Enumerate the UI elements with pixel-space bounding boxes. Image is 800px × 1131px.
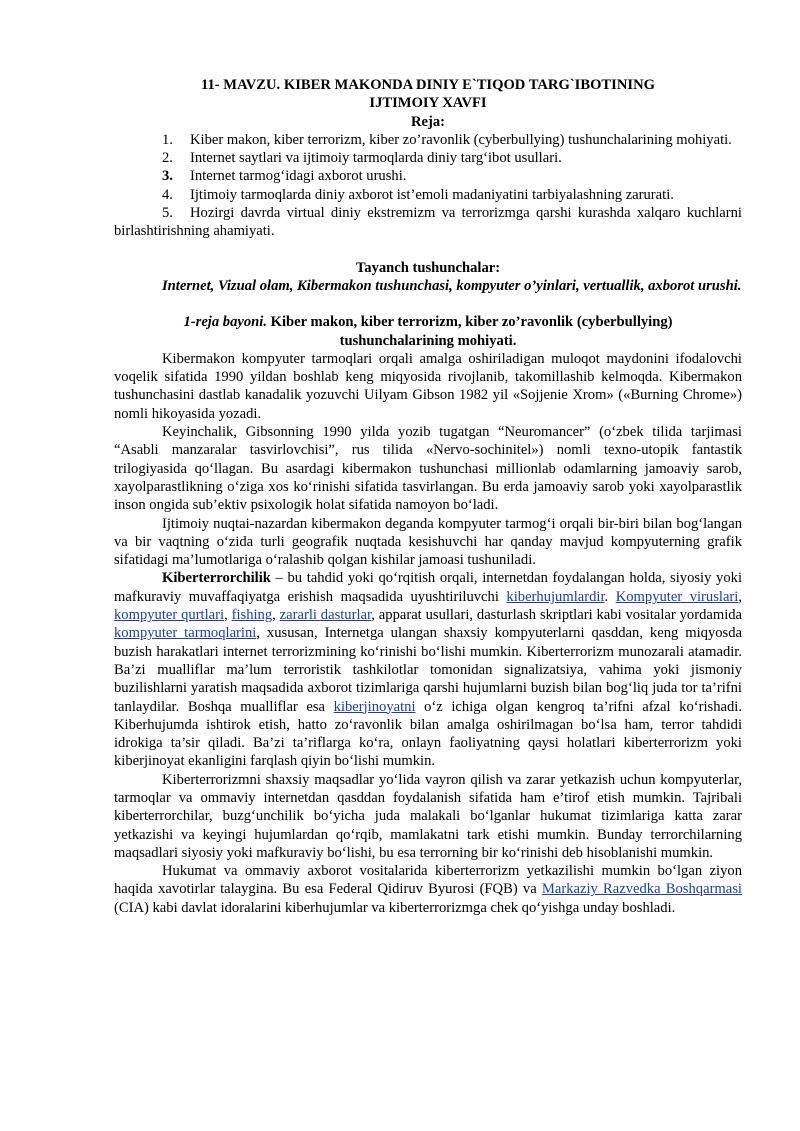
text-segment: , [224, 607, 232, 624]
plan-item-number: 1. [162, 131, 173, 148]
text-segment: Hukumat va ommaviy axborot vositalarida kiberterrorizm yetkazilishi mumkin bo‘lgan ziyon haqida xavotirlar talaygina. Bu esa Federal Qidiruv Byurosi (FQB) va [114, 863, 742, 898]
link-kompyuter-viruslari[interactable]: Kompyuter viruslari [615, 588, 739, 605]
plan-item-text: Kiber makon, kiber terrorizm, kiber zo’ravonlik (cyberbullying) tushunchalarining mohiyati. [190, 131, 732, 148]
link-kiberjinoyatni[interactable]: kiberjinoyatni [333, 698, 416, 715]
plan-item-2 [114, 149, 742, 167]
link-markaziy-razvedka-boshqarmasi[interactable]: Markaziy Razvedka Boshqarmasi [541, 881, 742, 898]
plan-item-4 [114, 186, 742, 204]
plan-item-text: Hozirgi davrda virtual diniy ekstremizm va terrorizmga qarshi kurashda xalqaro kuchlarni birlashtirishning ahamiyati. [114, 205, 742, 240]
paragraph-2: Keyinchalik, Gibsonning 1990 yilda yozib tugatgan “Neuromancer” (o‘zbek tilida tarjimasi “Asabli manzaralar tasvirlovchisi”, rus tilida «Nervo-sochinitel») nomli texno-utopik fantastik trilogiyasida qo‘llagan. Bu asardagi kibermakon tushunchasi millionlab odamlarning jamoaviy sarob, xayolparastlikning o‘ziga xos ko‘rinishi sifatida tasvirlangan. Bu erda jamoaviy sarob yoki xayolparastlik inson ongida sub’ektiv psixologik holat sifatida namoyon bo‘ladi. [114, 424, 742, 514]
text-segment: , apparat usullari, dasturlash skriptlari kabi vositalar yordamida [371, 607, 743, 624]
text-segment: . [604, 588, 616, 605]
section-title-line-2: tushunchalarining mohiyati. [339, 332, 517, 349]
title-line-2: IJTIMOIY XAVFI [369, 95, 487, 112]
section-title-line-1: Kiber makon, kiber terrorizm, kiber zo’ravonlik (cyberbullying) [267, 314, 673, 331]
plan-item-5 [114, 204, 742, 241]
text-segment: , [738, 588, 742, 605]
plan-heading: Reja: [410, 113, 446, 130]
text-segment: – bu tahdid yoki qo‘rqitish orqali, internetdan foydalangan holda, siyosiy yoki mafkuraviy muvaffaqiyatga erishish maqsadida uyushtiriluvchi [114, 570, 742, 605]
link-kompyuter-qurtlari[interactable]: kompyuter qurtlari [114, 607, 225, 624]
plan-item-3 [114, 167, 742, 185]
title-line-1: 11- MAVZU. KIBER MAKONDA DINIY E`TIQOD TARG`IBOTINING [201, 77, 655, 93]
section-lead: 1-reja bayoni. [183, 314, 267, 331]
plan-item-number: 5. [162, 205, 173, 222]
plan-item-text: Ijtimoiy tarmoqlarda diniy axborot ist’emoli madaniyatini tarbiyalashning zarurati. [190, 186, 674, 203]
page-title [114, 76, 742, 113]
text-segment: o‘z ichiga olgan kengroq ta’rifni afzal ko‘rishadi. Kiberhujumda ishtirok etish, hatto zo‘ravonlik bilan amalga oshirilmagan bo‘lsa ham, terror tahdidi idrokiga ta’sir qiladi. Ba’zi ta’riflarga ko‘ra, onlayn faoliyatning qaysi holatlari kiberterrorizm yoki kiberjinoyat ekanligini farqlash qiyin bo‘lishi mumkin. [114, 698, 742, 770]
term-kiberterrorchilik: Kiberterrorchilik [162, 570, 271, 587]
paragraph-5: Kiberterrorizmni shaxsiy maqsadlar yo‘lida vayron qilish va zarar yetkazish uchun kompyuterlar, tarmoqlar va ommaviy internetdan qasddan foydalanish sifatida ham e’tirof etish mumkin. Tajribali kiberterrorchilar, buzg‘unchilik bo‘yicha juda malakali bo‘lganlar hukumat tizimlariga katta zarar yetkazishi va keyingi hujumlardan qo‘rqib, mamlakatni tark etishi mumkin. Bunday terrorchilarning maqsadlari siyosiy yoki mafkuraviy bo‘lishi, bu esa terrorning bir ko‘rinishi deb hisoblanishi mumkin. [114, 771, 742, 861]
plan-item-text: Internet tarmog‘idagi axborot urushi. [190, 168, 407, 185]
plan-item-number: 4. [162, 186, 173, 203]
paragraph-3: Ijtimoiy nuqtai-nazardan kibermakon deganda kompyuter tarmog‘i orqali bir-biri bilan bog‘langan va bir vaqtning o‘zida turli geografik nuqtada kesishuvchi har qanday mavjud kompyuterning grafik sifatidagi ma’lumotlariga o‘ralashib qolgan kishilar jamoasi tushuniladi. [114, 515, 742, 569]
plan-item-1 [114, 131, 742, 149]
plan-item-number: 2. [162, 150, 173, 167]
paragraph-1: Kibermakon kompyuter tarmoqlari orqali amalga oshiriladigan muloqot maydonini ifodalovchi voqelik sifatida 1990 yildan boshlab keng miqyosida rivojlanib, takomillashib kelmoqda. Kibermakon tushunchasini dastlab kanadalik yozuvchi Uilyam Gibson 1982 yil «Sojjenie Xrom» («Burning Chrome») nomli hikoyasida yozadi. [114, 350, 742, 422]
link-kompyuter-tarmoqlarini[interactable]: kompyuter tarmoqlarini [114, 625, 257, 642]
paragraph-6 [114, 862, 742, 917]
text-segment: , xususan, Internetga ulangan shaxsiy kompyuterlarni qasddan, keng miqyosda buzish harakatlari internet terrorizmining ko‘rinishi bo‘lishi mumkin. Kiberterrorizm munozarali atamadir. Ba’zi mualliflar ma’lum terroristik tashkilotlar tomonidan signalizatsiya, vahima yoki jismoniy buzilishlarni yaratish maqsadida axborot tizimlariga qarshi hujumlarni buzish bilan bog‘liq juda tor ta’rifni tanlaydilar. Boshqa mualliflar esa [114, 625, 742, 715]
link-kiberhujumlardir[interactable]: kiberhujumlardir [506, 588, 605, 605]
link-fishing[interactable]: fishing [231, 607, 273, 624]
keywords-terms: Internet, Vizual olam, Kibermakon tushunchasi, kompyuter o’yinlari, vertuallik, axborot urushi. [162, 277, 742, 294]
text-segment: (CIA) kabi davlat idoralarini kiberhujumlar va kiberterrorizmga chek qo‘yishga unday boshladi. [114, 899, 676, 916]
spacer [114, 295, 742, 313]
link-zararli-dasturlar[interactable]: zararli dasturlar [279, 607, 372, 624]
plan-item-number: 3. [162, 168, 173, 185]
plan-item-text: Internet saytlari va ijtimoiy tarmoqlarda diniy targ‘ibot usullari. [190, 150, 562, 167]
keywords-heading: Tayanch tushunchalar: [355, 259, 501, 276]
paragraph-4 [114, 569, 742, 770]
spacer [114, 241, 742, 259]
section-heading [114, 313, 742, 350]
document-page [114, 76, 742, 917]
text-segment: , [272, 607, 280, 624]
